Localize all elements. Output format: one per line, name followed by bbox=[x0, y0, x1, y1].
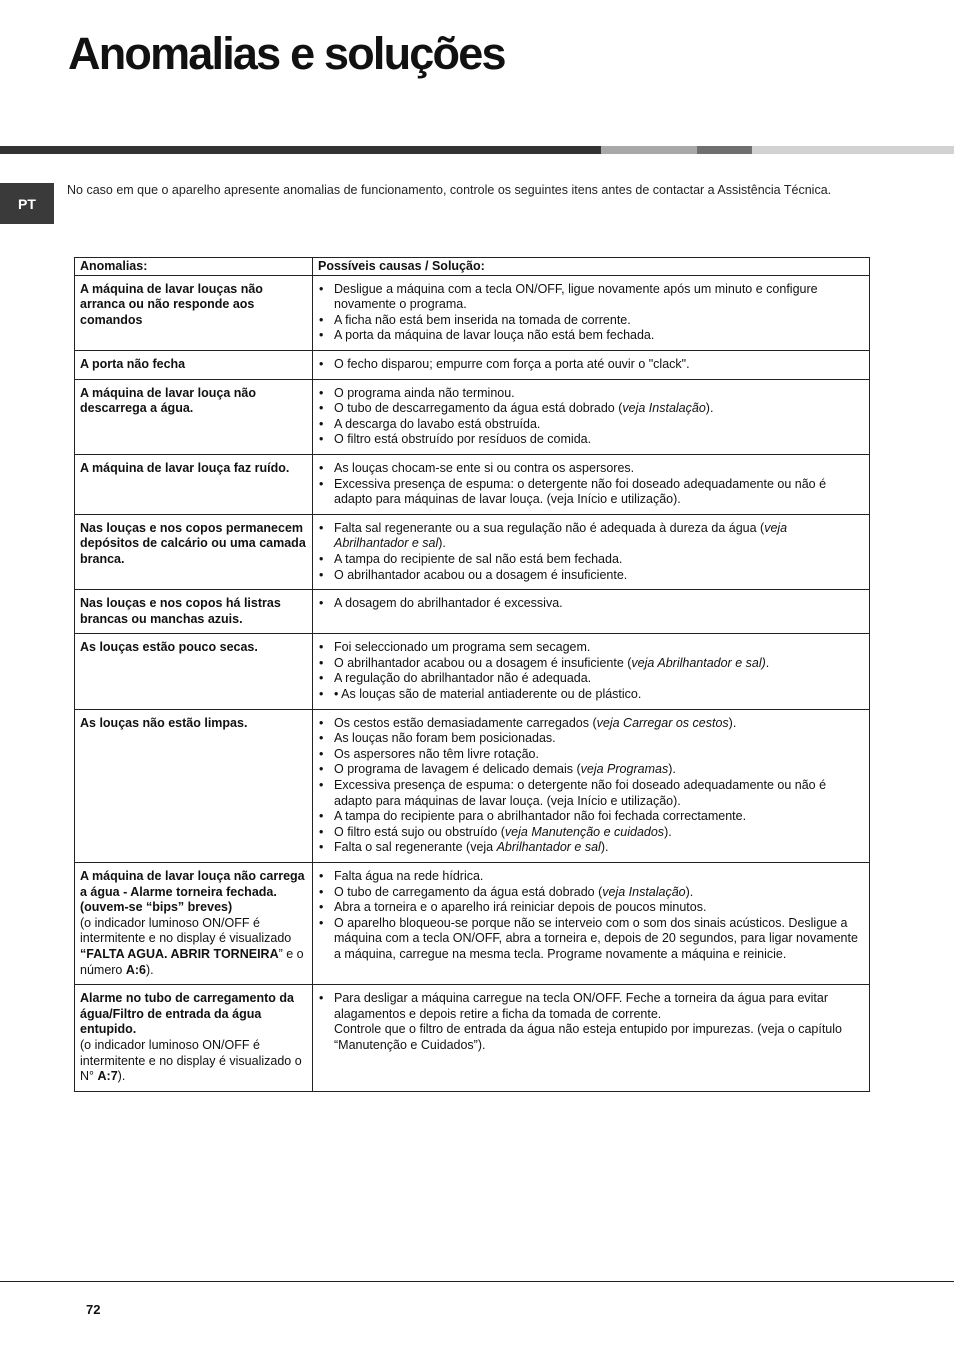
solution-cell bbox=[313, 454, 870, 514]
solution-cell bbox=[313, 590, 870, 634]
text-span: A porta não fecha bbox=[80, 356, 186, 371]
list-item bbox=[318, 869, 864, 885]
list-item bbox=[318, 357, 864, 373]
list-item bbox=[318, 386, 864, 402]
table-row bbox=[75, 590, 870, 634]
text-span: Foi seleccionado um programa sem secagem. bbox=[334, 640, 591, 655]
bullet-icon: • bbox=[319, 385, 324, 400]
text-span: ). bbox=[668, 762, 676, 777]
text-span: O filtro está sujo ou obstruído ( bbox=[334, 824, 505, 839]
text-span: (ouvem-se “bips” breves) bbox=[80, 900, 233, 915]
bullet-icon: • bbox=[319, 778, 324, 793]
text-span: veja Instalação bbox=[622, 401, 706, 416]
bullet-icon: • bbox=[319, 746, 324, 761]
solution-cell bbox=[313, 379, 870, 454]
text-span: Controle que o filtro de entrada da água não esteja entupido por impurezas. (veja o capítulo “Manutenção e Cuidados”). bbox=[334, 1022, 842, 1052]
bullet-icon: • bbox=[319, 762, 324, 777]
text-span: ). bbox=[600, 840, 609, 855]
bullet-icon: • bbox=[319, 840, 324, 855]
text-span: A máquina de lavar louças não arranca ou não responde aos comandos bbox=[80, 281, 263, 327]
anomaly-cell bbox=[75, 863, 313, 985]
list-item bbox=[318, 656, 864, 672]
text-span: Falta sal regenerante ou a sua regulação não é adequada à dureza da água ( bbox=[334, 520, 765, 535]
text-span: As louças chocam-se ente si ou contra os aspersores. bbox=[334, 460, 635, 475]
text-span: veja Carregar os cestos bbox=[596, 715, 729, 730]
bullet-icon: • bbox=[319, 476, 324, 491]
text-span: A ficha não está bem inserida na tomada de corrente. bbox=[334, 312, 631, 327]
bullet-icon: • bbox=[319, 640, 324, 655]
table-header-row bbox=[75, 258, 870, 276]
anomaly-cell bbox=[75, 379, 313, 454]
list-item bbox=[318, 568, 864, 584]
list-item bbox=[318, 716, 864, 732]
language-tab: PT bbox=[0, 183, 54, 224]
text-span: veja Abrilhantador e sal) bbox=[631, 655, 766, 670]
list-item bbox=[318, 328, 864, 344]
list-item bbox=[318, 991, 864, 1053]
text-span: A tampa do recipiente para o abrilhantador não foi fechada correctamente. bbox=[334, 809, 747, 824]
header-rule-light bbox=[601, 146, 697, 154]
text-span: Falta água na rede hídrica. bbox=[334, 869, 484, 883]
text-span: Para desligar a máquina carregue na tecla ON/OFF. Feche a torneira da água para evitar alagamentos e depois retire a ficha da tomada de corrente. bbox=[334, 991, 829, 1021]
bullet-icon: • bbox=[319, 328, 324, 343]
table-row bbox=[75, 709, 870, 862]
text-span: ). bbox=[146, 962, 154, 977]
table-row bbox=[75, 350, 870, 379]
bullet-icon: • bbox=[319, 567, 324, 582]
text-span: veja Programas bbox=[580, 762, 669, 777]
intro-text: No caso em que o aparelho apresente anomalias de funcionamento, controle os seguintes itens antes de contactar a Assistência Técnica. bbox=[67, 183, 832, 197]
solution-cell bbox=[313, 514, 870, 589]
solution-list bbox=[318, 716, 864, 856]
bullet-icon: • bbox=[319, 991, 324, 1006]
text-span: A dosagem do abrilhantador é excessiva. bbox=[334, 596, 563, 611]
solution-list bbox=[318, 357, 864, 373]
text-span: Abrilhantador e sal bbox=[496, 840, 601, 855]
solution-list bbox=[318, 282, 864, 344]
text-span: (o indicador luminoso ON/OFF é intermitente e no display é visualizado o N° bbox=[80, 1037, 302, 1084]
bullet-icon: • bbox=[319, 687, 324, 702]
list-item bbox=[318, 461, 864, 477]
bullet-icon: • bbox=[319, 884, 324, 899]
text-span: “FALTA AGUA. ABRIR TORNEIRA bbox=[80, 946, 279, 961]
solution-cell bbox=[313, 985, 870, 1092]
text-span: Os aspersores não têm livre rotação. bbox=[334, 746, 539, 761]
bullet-icon: • bbox=[319, 432, 324, 447]
anomaly-cell bbox=[75, 985, 313, 1092]
text-span: O programa ainda não terminou. bbox=[334, 385, 515, 400]
bullet-icon: • bbox=[319, 824, 324, 839]
text-span: ” e o número bbox=[80, 946, 304, 977]
solution-list bbox=[318, 386, 864, 448]
table-row bbox=[75, 379, 870, 454]
solution-cell bbox=[313, 275, 870, 350]
text-span: O programa de lavagem é delicado demais ( bbox=[334, 762, 581, 777]
bullet-icon: • bbox=[319, 809, 324, 824]
column-header-anomalies: Anomalias: bbox=[75, 258, 313, 276]
text-span: Desligue a máquina com a tecla ON/OFF, ligue novamente após um minuto e configure novamente o programa. bbox=[334, 281, 818, 312]
text-span: ). bbox=[705, 401, 714, 416]
list-item bbox=[318, 313, 864, 329]
text-span: O aparelho bloqueou-se porque não se interveio com o som dos sinais acústicos. Desligue a máquina com a tecla ON/OFF, abra a torneira e, depois de 20 segundos, para ligar novamente a máquina, carregue na mesma tecla. Programe novamente a máquina e reinicie. bbox=[334, 915, 858, 961]
text-span: A máquina de lavar louça faz ruído. bbox=[80, 460, 290, 475]
text-span: A tampa do recipiente de sal não está bem fechada. bbox=[334, 551, 623, 566]
list-item bbox=[318, 687, 864, 703]
text-span: O abrilhantador acabou ou a dosagem é insuficiente ( bbox=[334, 655, 632, 670]
text-span: As louças não estão limpas. bbox=[80, 715, 248, 730]
table-row bbox=[75, 634, 870, 709]
anomaly-cell bbox=[75, 709, 313, 862]
bullet-icon: • bbox=[319, 520, 324, 535]
text-span: A:7 bbox=[97, 1069, 118, 1084]
solution-cell bbox=[313, 350, 870, 379]
list-item bbox=[318, 916, 864, 963]
bullet-icon: • bbox=[319, 401, 324, 416]
text-span: A máquina de lavar louça não carrega a água - Alarme torneira fechada. bbox=[80, 869, 305, 899]
text-span: O tubo de carregamento da água está dobrado ( bbox=[334, 884, 603, 899]
list-item bbox=[318, 825, 864, 841]
text-span: Nas louças e nos copos permanecem depósitos de calcário ou uma camada branca. bbox=[80, 520, 306, 566]
header-rule-dark bbox=[0, 146, 601, 154]
header-rule-pale bbox=[752, 146, 954, 154]
text-span: Abra a torneira e o aparelho irá reiniciar depois de poucos minutos. bbox=[334, 900, 707, 915]
table-row bbox=[75, 454, 870, 514]
header-rule-mid bbox=[697, 146, 752, 154]
anomaly-cell bbox=[75, 514, 313, 589]
text-span: A porta da máquina de lavar louça não está bem fechada. bbox=[334, 328, 655, 343]
column-header-solutions: Possíveis causas / Solução: bbox=[313, 258, 870, 276]
solution-list bbox=[318, 521, 864, 583]
bullet-icon: • bbox=[319, 551, 324, 566]
text-span: Nas louças e nos copos há listras brancas ou manchas azuis. bbox=[80, 596, 281, 626]
text-span: Os cestos estão demasiadamente carregados ( bbox=[334, 715, 597, 730]
bullet-icon: • bbox=[319, 671, 324, 686]
text-span: ). bbox=[438, 536, 446, 551]
list-item bbox=[318, 521, 864, 552]
text-span: O filtro está obstruído por resíduos de comida. bbox=[334, 432, 592, 447]
text-span: Excessiva presença de espuma: o detergente não foi doseado adequadamente ou não é adapto para máquinas de lavar louça. (veja Início e utilização). bbox=[334, 778, 827, 808]
list-item bbox=[318, 809, 864, 825]
page-number: 72 bbox=[86, 1302, 101, 1317]
text-span: veja Abrilhantador e sal bbox=[334, 520, 788, 551]
text-span: . bbox=[765, 655, 770, 670]
list-item bbox=[318, 477, 864, 508]
text-span: A descarga do lavabo está obstruída. bbox=[334, 416, 541, 431]
text-span: veja Instalação bbox=[602, 884, 686, 899]
table-row bbox=[75, 863, 870, 985]
list-item bbox=[318, 640, 864, 656]
text-span: Excessiva presença de espuma: o detergente não foi doseado adequadamente ou não é adapto para máquinas de lavar louça. (veja Início e utilização). bbox=[334, 476, 827, 507]
bullet-icon: • bbox=[319, 655, 324, 670]
text-span: ). bbox=[117, 1069, 126, 1084]
bullet-icon: • bbox=[319, 460, 324, 475]
list-item bbox=[318, 671, 864, 687]
solution-list bbox=[318, 461, 864, 508]
page-title: Anomalias e soluções bbox=[68, 28, 505, 79]
text-span: Falta o sal regenerante (veja bbox=[334, 840, 497, 855]
bullet-icon: • bbox=[319, 416, 324, 431]
text-span: ). bbox=[728, 715, 737, 730]
footer-rule bbox=[0, 1281, 954, 1282]
text-span: O tubo de descarregamento da água está dobrado ( bbox=[334, 401, 623, 416]
list-item bbox=[318, 282, 864, 313]
text-span: A regulação do abrilhantador não é adequada. bbox=[334, 671, 592, 686]
troubleshooting-table bbox=[74, 257, 870, 1092]
text-span: • As louças são de material antiaderente ou de plástico. bbox=[334, 687, 642, 702]
bullet-icon: • bbox=[319, 312, 324, 327]
anomaly-cell bbox=[75, 590, 313, 634]
bullet-icon: • bbox=[319, 596, 324, 611]
solution-list bbox=[318, 869, 864, 963]
text-span: As louças estão pouco secas. bbox=[80, 640, 258, 655]
table-row bbox=[75, 275, 870, 350]
text-span: veja Manutenção e cuidados bbox=[504, 824, 665, 839]
list-item bbox=[318, 900, 864, 916]
anomaly-cell bbox=[75, 350, 313, 379]
text-span: (o indicador luminoso ON/OFF é intermitente e no display é visualizado bbox=[80, 915, 292, 946]
list-item bbox=[318, 401, 864, 417]
list-item bbox=[318, 778, 864, 809]
text-span: As louças não foram bem posicionadas. bbox=[334, 731, 556, 746]
anomaly-cell bbox=[75, 275, 313, 350]
list-item bbox=[318, 731, 864, 747]
bullet-icon: • bbox=[319, 900, 324, 915]
text-span: A:6 bbox=[125, 962, 147, 977]
table-body bbox=[75, 275, 870, 1091]
text-span: O fecho disparou; empurre com força a porta até ouvir o "clack". bbox=[334, 356, 690, 371]
bullet-icon: • bbox=[319, 915, 324, 930]
anomaly-cell bbox=[75, 454, 313, 514]
bullet-icon: • bbox=[319, 281, 324, 296]
solution-cell bbox=[313, 709, 870, 862]
text-span: ). bbox=[685, 884, 694, 899]
list-item bbox=[318, 747, 864, 763]
bullet-icon: • bbox=[319, 715, 324, 730]
anomaly-cell bbox=[75, 634, 313, 709]
solution-list bbox=[318, 596, 864, 612]
list-item bbox=[318, 840, 864, 856]
table-row bbox=[75, 514, 870, 589]
list-item bbox=[318, 885, 864, 901]
bullet-icon: • bbox=[319, 356, 324, 371]
solution-list bbox=[318, 991, 864, 1053]
list-item bbox=[318, 432, 864, 448]
list-item bbox=[318, 552, 864, 568]
text-span: A máquina de lavar louça não descarrega a água. bbox=[80, 385, 256, 416]
list-item bbox=[318, 762, 864, 778]
text-span: O abrilhantador acabou ou a dosagem é insuficiente. bbox=[334, 567, 628, 582]
list-item bbox=[318, 596, 864, 612]
text-span: Alarme no tubo de carregamento da água/Filtro de entrada da água entupido. bbox=[80, 991, 294, 1037]
text-span: ). bbox=[664, 824, 672, 839]
bullet-icon: • bbox=[319, 731, 324, 746]
solution-list bbox=[318, 640, 864, 702]
bullet-icon: • bbox=[319, 869, 324, 883]
solution-cell bbox=[313, 634, 870, 709]
table-row bbox=[75, 985, 870, 1092]
solution-cell bbox=[313, 863, 870, 985]
list-item bbox=[318, 417, 864, 433]
